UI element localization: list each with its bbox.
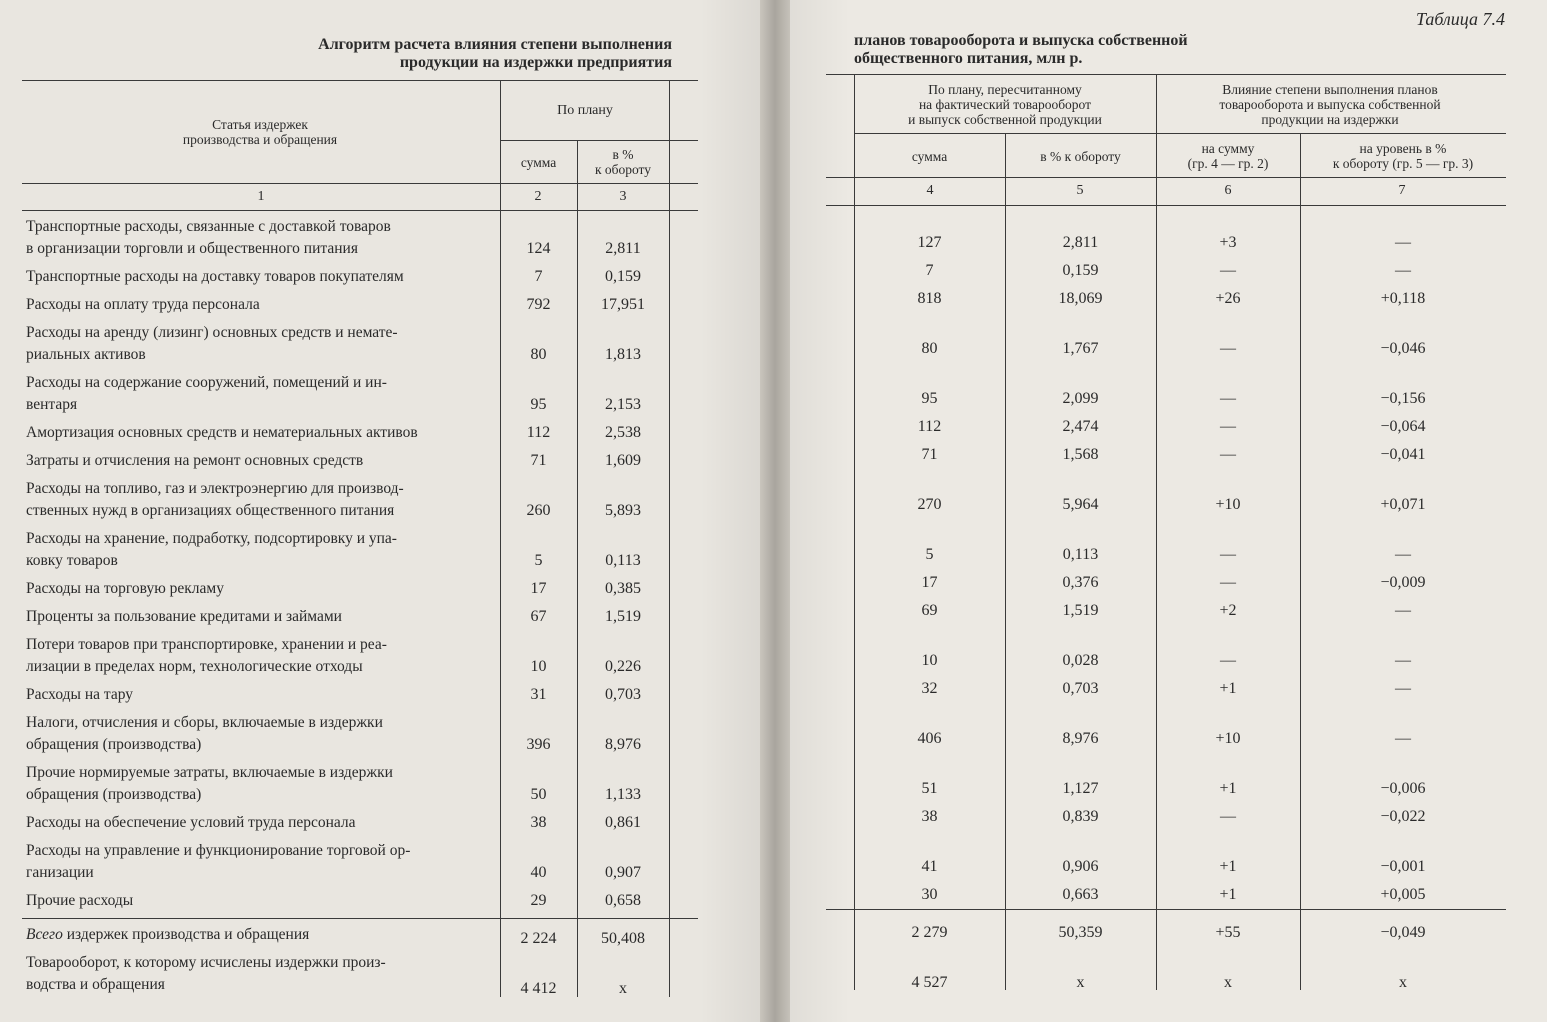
cell-c5: 1,127 — [1062, 780, 1099, 797]
cell-c3: 0,703 — [605, 686, 641, 703]
cell-c5: 1,767 — [1062, 340, 1099, 357]
left-title-line-2: продукции на издержки предприятия — [399, 54, 672, 71]
cell-c7: — — [1395, 652, 1411, 669]
cell-c4: 5 — [925, 546, 934, 563]
left-page-title — [240, 36, 672, 72]
cell-c5: 18,069 — [1058, 290, 1103, 307]
row-label-line: водства и обращения — [26, 976, 165, 993]
row-label-line: Прочие нормируемые затраты, включаемые в издержки — [26, 764, 393, 781]
cell-c4: 30 — [921, 886, 938, 903]
row-label-line: ственных нужд в организациях общественного питания — [26, 502, 395, 519]
cell-c7: +0,005 — [1380, 886, 1426, 903]
cell-c3: 8,976 — [605, 736, 641, 753]
right-page — [790, 0, 1547, 1022]
cell-c6: — — [1220, 418, 1236, 435]
left-title-line-1: Алгоритм расчета влияния степени выполнения — [318, 36, 672, 53]
row-label-line: в организации торговли и общественного питания — [26, 240, 358, 257]
cell-c5: 0,376 — [1062, 574, 1099, 591]
row-label-line: риальных активов — [26, 346, 146, 363]
cell-c4: 69 — [921, 602, 938, 619]
cell-c6: +26 — [1215, 290, 1241, 307]
row-label-line: Расходы на управление и функционирование торговой ор- — [26, 842, 411, 859]
row-label — [26, 606, 498, 628]
cell-c6: — — [1220, 390, 1236, 407]
header-r-sum: сумма — [911, 149, 948, 164]
row-label — [26, 294, 498, 316]
row-label-line: Расходы на обеспечение условий труда персонала — [26, 814, 356, 831]
cell-c5: 50,359 — [1058, 924, 1103, 941]
cell-c5: 5,964 — [1062, 496, 1099, 513]
row-label — [26, 634, 498, 678]
cell-c2: 40 — [530, 864, 547, 881]
row-label — [26, 952, 498, 996]
row-label — [26, 578, 498, 600]
col-rule-2 — [500, 80, 501, 997]
row-label-line: обращения (производства) — [26, 786, 202, 803]
cell-c2: 260 — [526, 502, 551, 519]
cell-c3: 0,159 — [605, 268, 641, 285]
header-on-sum — [1156, 141, 1300, 171]
cell-c7: −0,156 — [1380, 390, 1426, 407]
cell-c5: 0,703 — [1062, 680, 1099, 697]
cell-c2: 4 412 — [520, 980, 557, 997]
left-page — [0, 0, 760, 1022]
cell-c2: 5 — [534, 552, 543, 569]
cell-c5: 2,474 — [1062, 418, 1099, 435]
cell-c4: 41 — [921, 858, 938, 875]
cell-c3: 1,609 — [605, 452, 641, 469]
right-title-line-1: планов товарооборота и выпуска собственной — [854, 32, 1188, 49]
cell-c6: +1 — [1219, 680, 1237, 697]
cell-c2: 31 — [530, 686, 547, 703]
table-label: Таблица 7.4 — [1415, 9, 1505, 29]
col-rule-end — [669, 80, 670, 997]
row-label — [26, 712, 498, 756]
cell-c3: 2,811 — [605, 240, 641, 257]
row-label — [26, 266, 498, 288]
row-label — [26, 684, 498, 706]
header-on-level-line-1: на уровень в % — [1359, 141, 1447, 156]
row-label-line: Затраты и отчисления на ремонт основных средств — [26, 452, 364, 469]
row-label — [26, 478, 498, 522]
book-gutter — [760, 0, 790, 1022]
cell-c2: 124 — [526, 240, 551, 257]
row-label-line: ганизации — [26, 864, 94, 881]
header-influence-line-1: Влияние степени выполнения планов — [1222, 82, 1438, 97]
cell-c5: 2,099 — [1062, 390, 1099, 407]
cell-c4: 38 — [921, 808, 938, 825]
cell-c6: +55 — [1215, 924, 1241, 941]
row-label-line: Прочие расходы — [26, 892, 134, 909]
row-label-line: Товарооборот, к которому исчислены издержки произ- — [26, 954, 386, 971]
cell-c3: 2,153 — [605, 396, 641, 413]
cell-c4: 818 — [917, 290, 942, 307]
cell-c6: +1 — [1219, 780, 1237, 797]
row-label-emphasis: Всего — [26, 926, 63, 943]
row-label-line: Налоги, отчисления и сборы, включаемые в издержки — [26, 714, 383, 731]
cell-c6: +10 — [1215, 496, 1241, 513]
row-label — [26, 890, 498, 912]
cell-c4: 71 — [921, 446, 938, 463]
r-total-rule — [826, 909, 1506, 910]
cell-c2: 396 — [526, 736, 551, 753]
cell-c5: 0,113 — [1062, 546, 1099, 563]
cell-c4: 2 279 — [911, 924, 948, 941]
cell-c5: 1,568 — [1062, 446, 1099, 463]
cell-c6: — — [1220, 652, 1236, 669]
row-label — [26, 924, 498, 946]
cell-c2: 10 — [530, 658, 547, 675]
cell-c6: — — [1220, 262, 1236, 279]
header-recalc-line-3: и выпуск собственной продукции — [908, 112, 1102, 127]
header-recalc-line-1: По плану, пересчитанному — [928, 82, 1082, 97]
row-label-line: вентаря — [26, 396, 78, 413]
cell-c6: +1 — [1219, 886, 1237, 903]
header-article-line-2: производства и обращения — [182, 132, 338, 147]
cell-c7: −0,041 — [1380, 446, 1426, 463]
cell-c4: 51 — [921, 780, 938, 797]
row-label — [26, 422, 498, 444]
col-number-4: 4 — [926, 183, 934, 198]
cell-c7: — — [1395, 234, 1411, 251]
row-label-line — [26, 924, 498, 946]
row-label-line: Потери товаров при транспортировке, хранении и реа- — [26, 636, 387, 653]
cell-c3: 0,385 — [605, 580, 641, 597]
row-label-line: Амортизация основных средств и нематериальных активов — [26, 424, 418, 441]
cell-c5: 2,811 — [1062, 234, 1099, 251]
cell-c5: 0,906 — [1062, 858, 1099, 875]
cell-c2: 95 — [530, 396, 547, 413]
cell-c3: 0,113 — [605, 552, 641, 569]
cell-c4: 127 — [917, 234, 942, 251]
cell-c3: 17,951 — [601, 296, 645, 313]
cell-c7: — — [1395, 546, 1411, 563]
header-bottom-rule — [22, 183, 698, 184]
right-title-line-2: общественного питания, млн р. — [854, 50, 1083, 67]
cell-c3: 0,907 — [605, 864, 641, 881]
row-label-line: Расходы на топливо, газ и электроэнергию для производ- — [26, 480, 404, 497]
cell-c3: 1,133 — [605, 786, 641, 803]
cell-c7: +0,071 — [1380, 496, 1426, 513]
cell-c3: 50,408 — [601, 930, 645, 947]
cell-c2: 792 — [526, 296, 551, 313]
cell-c4: 17 — [921, 574, 938, 591]
cell-c5: 1,519 — [1062, 602, 1099, 619]
cell-c7: x — [1399, 974, 1407, 991]
row-label-line: Транспортные расходы, связанные с доставкой товаров — [26, 218, 391, 235]
cell-c3: 0,226 — [605, 658, 641, 675]
col-number-6: 6 — [1224, 183, 1232, 198]
row-label-line: Расходы на хранение, подработку, подсортировку и упа- — [26, 530, 397, 547]
row-label-line: Транспортные расходы на доставку товаров покупателям — [26, 268, 404, 285]
cell-c6: +2 — [1219, 602, 1237, 619]
cell-c5: 8,976 — [1062, 730, 1099, 747]
header-r-pct: в % к обороту — [1040, 149, 1121, 164]
r-header-mid-rule — [854, 133, 1506, 134]
cell-c6: — — [1220, 574, 1236, 591]
cell-c5: 0,159 — [1062, 262, 1099, 279]
left-page-shade — [700, 0, 760, 1022]
row-label — [26, 322, 498, 366]
r-header-bottom-rule — [826, 177, 1506, 178]
cell-c5: x — [1076, 974, 1085, 991]
cell-c6: +10 — [1215, 730, 1241, 747]
r-header-top-rule — [826, 74, 1506, 75]
cell-c2: 67 — [530, 608, 547, 625]
total-rule — [22, 918, 698, 919]
header-top-rule — [22, 80, 698, 81]
cell-c7: −0,064 — [1380, 418, 1426, 435]
row-label-line: Расходы на содержание сооружений, помещений и ин- — [26, 374, 387, 391]
cell-c3: 1,519 — [605, 608, 641, 625]
cell-c7: −0,049 — [1380, 924, 1426, 941]
cell-c7: +0,118 — [1380, 290, 1426, 307]
cell-c4: 406 — [917, 730, 942, 747]
row-label-line: Расходы на торговую рекламу — [26, 580, 224, 597]
header-on-sum-line-1: на сумму — [1201, 141, 1255, 156]
cell-c2: 71 — [530, 452, 547, 469]
cell-c4: 112 — [917, 418, 942, 435]
row-label-line: Проценты за пользование кредитами и займами — [26, 608, 342, 625]
col-number-7: 7 — [1398, 183, 1406, 198]
cell-c6: x — [1224, 974, 1232, 991]
cell-c5: 0,028 — [1062, 652, 1099, 669]
right-page-title — [854, 32, 1314, 68]
cell-c7: −0,006 — [1380, 780, 1426, 797]
cell-c6: — — [1220, 446, 1236, 463]
row-label-line: лизации в пределах норм, технологические отходы — [26, 658, 363, 675]
cell-c2: 112 — [526, 424, 551, 441]
cell-c7: — — [1395, 602, 1411, 619]
r-col-rule-6 — [1156, 74, 1157, 990]
cell-c6: — — [1220, 808, 1236, 825]
row-label — [26, 840, 498, 884]
cell-c7: −0,022 — [1380, 808, 1426, 825]
row-label — [26, 762, 498, 806]
cell-c3: 1,813 — [605, 346, 641, 363]
cell-c2: 50 — [530, 786, 547, 803]
header-recalc-line-2: на фактический товарооборот — [918, 97, 1092, 112]
r-col-rule-4 — [854, 74, 855, 990]
row-label — [26, 216, 498, 260]
header-sum: сумма — [520, 155, 557, 170]
row-label-line: Расходы на оплату труда персонала — [26, 296, 260, 313]
cell-c4: 270 — [917, 496, 942, 513]
cell-c4: 10 — [921, 652, 938, 669]
cell-c7: — — [1395, 262, 1411, 279]
cell-c7: — — [1395, 730, 1411, 747]
row-label — [26, 528, 498, 572]
col-number-3: 3 — [619, 189, 627, 204]
cell-c2: 80 — [530, 346, 547, 363]
cell-c5: 0,839 — [1062, 808, 1099, 825]
col-number-1: 1 — [257, 189, 265, 204]
col-number-2: 2 — [534, 189, 542, 204]
header-on-sum-line-2: (гр. 4 — гр. 2) — [1187, 156, 1269, 171]
cell-c2: 17 — [530, 580, 547, 597]
header-on-level-line-2: к обороту (гр. 5 — гр. 3) — [1332, 156, 1474, 171]
cell-c5: 0,663 — [1062, 886, 1099, 903]
cell-c2: 7 — [534, 268, 543, 285]
header-pct-line-2: к обороту — [594, 162, 652, 177]
cell-c4: 4 527 — [911, 974, 948, 991]
header-on-level — [1300, 141, 1506, 171]
row-label-line: обращения (производства) — [26, 736, 202, 753]
cell-c6: +3 — [1219, 234, 1237, 251]
cell-c3: 5,893 — [605, 502, 641, 519]
header-article-line-1: Статья издержек — [212, 117, 308, 132]
cell-c7: −0,009 — [1380, 574, 1426, 591]
cell-c7: −0,046 — [1380, 340, 1426, 357]
right-page-shade — [790, 0, 850, 1022]
cell-c2: 38 — [530, 814, 547, 831]
header-recalc — [860, 82, 1150, 127]
cell-c4: 95 — [921, 390, 938, 407]
row-label-line: ковку товаров — [26, 552, 118, 569]
cell-c4: 32 — [921, 680, 938, 697]
cell-c7: −0,001 — [1380, 858, 1426, 875]
header-pct — [577, 147, 669, 177]
cell-c2: 29 — [530, 892, 547, 909]
cell-c3: x — [619, 980, 627, 997]
header-article — [120, 117, 400, 147]
row-label — [26, 450, 498, 472]
col-number-5: 5 — [1076, 183, 1084, 198]
cell-c2: 2 224 — [520, 930, 557, 947]
cell-c4: 7 — [925, 262, 934, 279]
r-col-numbers-rule — [826, 205, 1506, 206]
cell-c3: 0,861 — [605, 814, 641, 831]
cell-c4: 80 — [921, 340, 938, 357]
row-label — [26, 812, 498, 834]
header-by-plan: По плану — [557, 103, 613, 118]
header-influence-line-3: продукции на издержки — [1261, 112, 1399, 127]
row-label — [26, 372, 498, 416]
row-label-text: издержек производства и обращения — [66, 926, 310, 943]
header-pct-line-1: в % — [612, 147, 634, 162]
row-label-line: Расходы на аренду (лизинг) основных средств и немате- — [26, 324, 398, 341]
cell-c7: — — [1395, 680, 1411, 697]
cell-c3: 0,658 — [605, 892, 641, 909]
header-influence-line-2: товарооборота и выпуска собственной — [1219, 97, 1441, 112]
header-influence — [1160, 82, 1500, 127]
cell-c6: — — [1220, 546, 1236, 563]
col-numbers-rule — [22, 210, 698, 211]
cell-c6: +1 — [1219, 858, 1237, 875]
cell-c6: — — [1220, 340, 1236, 357]
cell-c3: 2,538 — [605, 424, 641, 441]
row-label-line: Расходы на тару — [26, 686, 134, 703]
